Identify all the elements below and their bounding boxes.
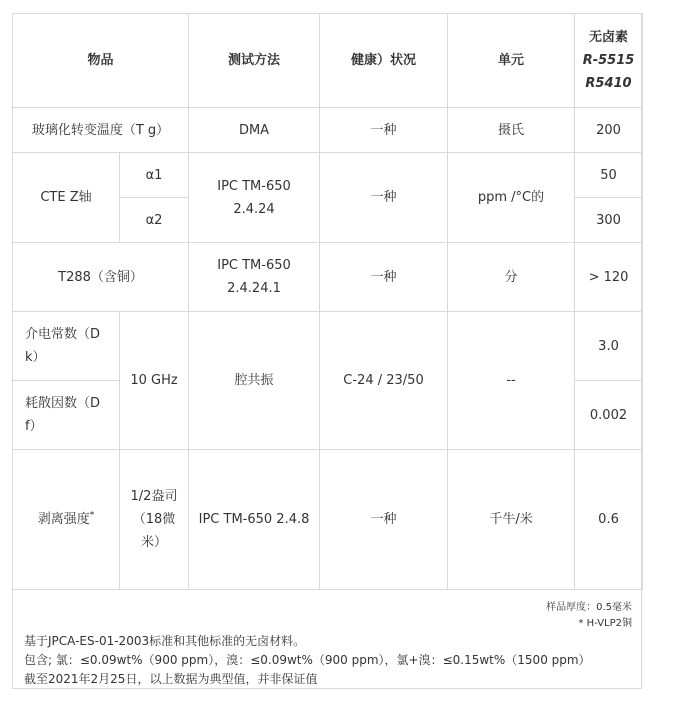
- peel-sub: 1/2盎司（18微米）: [120, 450, 189, 590]
- note-line-3: 截至2021年2月25日，以上数据为典型值，并非保证值: [24, 672, 318, 686]
- cte-value-2: 300: [575, 198, 643, 243]
- cte-sub-alpha1: α1: [120, 153, 189, 198]
- header-unit: 单元: [448, 14, 575, 108]
- tg-item: 玻璃化转变温度（T g）: [13, 108, 189, 153]
- cte-condition: 一种: [320, 153, 448, 243]
- t288-condition: 一种: [320, 243, 448, 312]
- t288-item: T288（含铜）: [13, 243, 189, 312]
- row-t288: [13, 243, 643, 312]
- note-line-2: 包含; 氯：≤0.09wt%（900 ppm），溴：≤0.09wt%（900 ppm），氯+溴：≤0.15wt%（1500 ppm）: [24, 653, 591, 667]
- df-value: 0.002: [575, 381, 643, 450]
- notes: [24, 600, 636, 689]
- tg-unit: 摄氏: [448, 108, 575, 153]
- peel-item: [13, 450, 120, 590]
- peel-method: IPC TM-650 2.4.8: [189, 450, 320, 590]
- dielectric-method: 腔共振: [189, 312, 320, 450]
- peel-unit: 千牛/米: [448, 450, 575, 590]
- header-item: 物品: [13, 14, 189, 108]
- t288-unit: 分: [448, 243, 575, 312]
- dielectric-condition: C-24 / 23/50: [320, 312, 448, 450]
- header-method: 测试方法: [189, 14, 320, 108]
- row-dk: [13, 312, 643, 381]
- header-product-2: R5410: [585, 76, 632, 91]
- header-row: [13, 14, 643, 108]
- note-line-1: 基于JPCA-ES-01-2003标准和其他标准的无卤材料。: [24, 634, 306, 648]
- cte-unit: ppm /°C的: [448, 153, 575, 243]
- row-peel: [13, 450, 643, 590]
- header-product-1: R-5515: [582, 53, 635, 68]
- cte-item: CTE Z轴: [13, 153, 120, 243]
- header-product: [575, 14, 643, 108]
- dk-value: 3.0: [575, 312, 643, 381]
- peel-value: 0.6: [575, 450, 643, 590]
- spec-table: [12, 13, 643, 590]
- tg-condition: 一种: [320, 108, 448, 153]
- peel-footnote-mark: *: [89, 510, 95, 521]
- df-item: 耗散因数（D f）: [13, 381, 120, 450]
- tg-value: 200: [575, 108, 643, 153]
- header-halogen-free: 无卤素: [589, 30, 629, 45]
- peel-item-label: 剥离强度: [37, 512, 90, 527]
- header-condition: 健康）状况: [320, 14, 448, 108]
- dk-item: 介电常数（D k）: [13, 312, 120, 381]
- dielectric-unit: --: [448, 312, 575, 450]
- tg-method: DMA: [189, 108, 320, 153]
- note-thickness: 样品厚度：0.5毫米: [546, 602, 632, 613]
- t288-value: > 120: [575, 243, 643, 312]
- dielectric-frequency: 10 GHz: [120, 312, 189, 450]
- row-tg: [13, 108, 643, 153]
- cte-method: IPC TM-650 2.4.24: [189, 153, 320, 243]
- t288-method: IPC TM-650 2.4.24.1: [189, 243, 320, 312]
- cte-sub-alpha2: α2: [120, 198, 189, 243]
- peel-condition: 一种: [320, 450, 448, 590]
- note-copper: * H-VLP2铜: [578, 618, 632, 629]
- row-cte-1: [13, 153, 643, 198]
- cte-value-1: 50: [575, 153, 643, 198]
